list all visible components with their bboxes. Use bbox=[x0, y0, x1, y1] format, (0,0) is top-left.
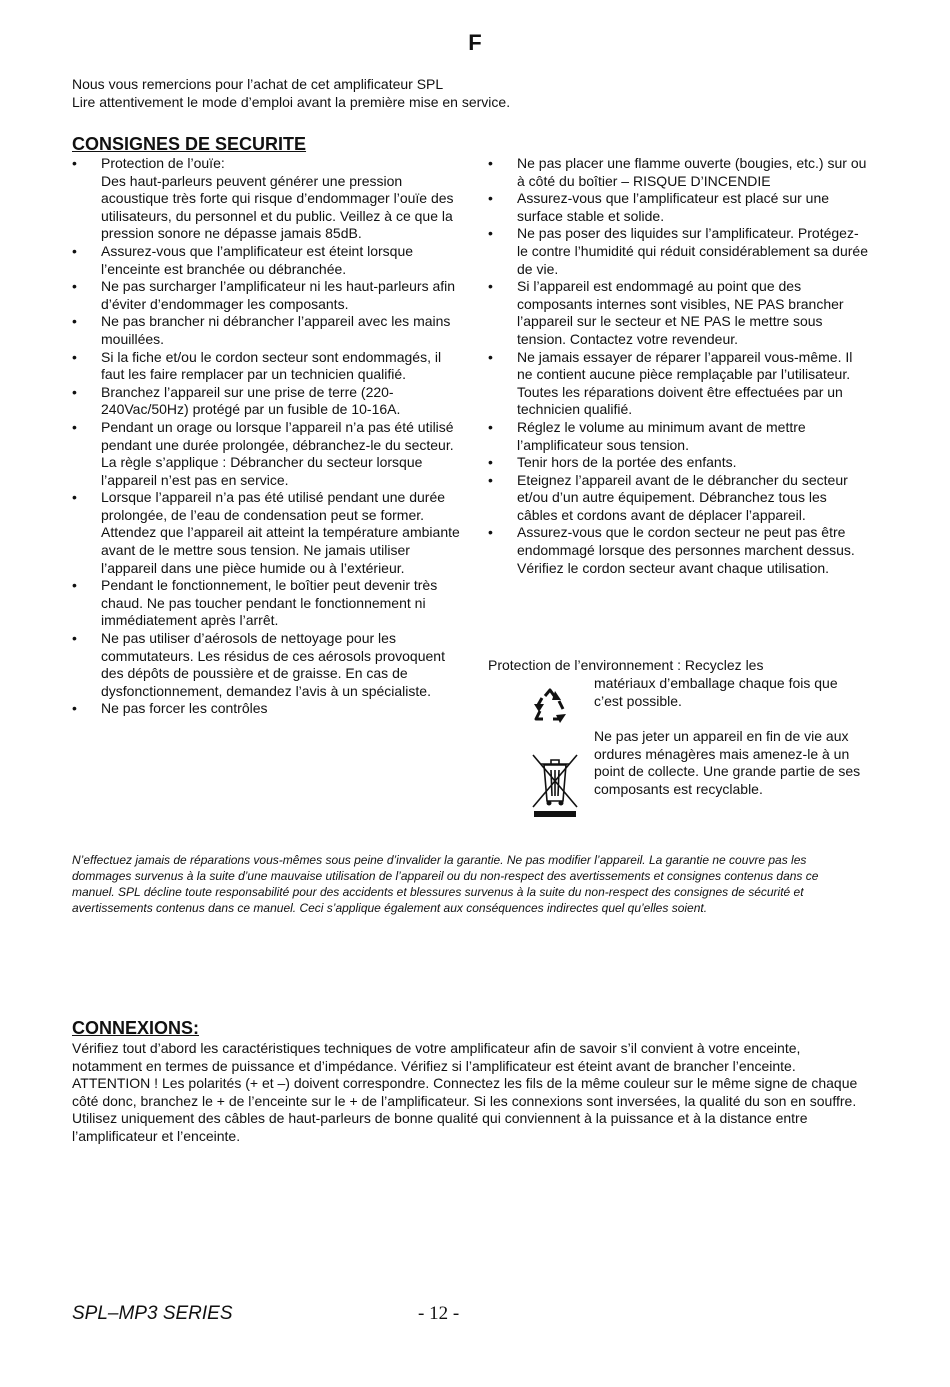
list-item: • Ne jamais essayer de réparer l’appareil vous-même. Il ne contient aucune pièce remplaçable par l’utilisateur. Toutes les réparations doivent être effectuées par un technicien qualifié. bbox=[488, 349, 868, 419]
environment-section bbox=[488, 657, 868, 797]
list-item: • Si la fiche et/ou le cordon secteur sont endommagés, il faut les faire remplacer par un technicien qualifié. bbox=[72, 349, 464, 384]
list-item: • Ne pas placer une flamme ouverte (bougies, etc.) sur ou à côté du boîtier – RISQUE D’INCENDIE bbox=[488, 155, 868, 190]
weee-crossed-bin-icon bbox=[530, 751, 580, 819]
list-item: • Assurez-vous que le cordon secteur ne peut pas être endommagé lorsque des personnes marchent dessus. Vérifiez le cordon secteur avant chaque utilisation. bbox=[488, 524, 868, 577]
environment-lead: Protection de l’environnement : Recyclez les bbox=[488, 657, 764, 673]
list-item: • Ne pas utiliser d’aérosols de nettoyage pour les commutateurs. Les résidus de ces aérosols provoquent des dépôts de poussière et de graisse. En cas de dysfonctionnement, demandez l’avis à un spécialiste. bbox=[72, 630, 464, 700]
intro-line-2: Lire attentivement le mode d’emploi avant la première mise en service. bbox=[72, 93, 511, 110]
footer-series: SPL–MP3 SERIES bbox=[72, 1303, 233, 1324]
list-item bbox=[72, 155, 464, 243]
connections-paragraph: Vérifiez tout d’abord les caractéristiques techniques de votre amplificateur afin de savoir s’il convient à votre enceinte, notamment en termes de puissance et d’impédance. Vérifiez si l’amplificateur est éteint avant de brancher l’enceinte. ATTENTION ! Les polarités (+ et –) doivent correspondre. Connectez les fils de la même couleur sur le même signe de chaque côté donc, branchez le + de l’enceinte sur le + de l’amplificateur. Si les connexions sont inversées, la qualité du son en souffre. bbox=[72, 1040, 858, 1109]
page-number: - 12 - bbox=[418, 1303, 460, 1324]
list-item: • Ne pas poser des liquides sur l’amplificateur. Protégez-le contre l’humidité qui réduit considérablement sa durée de vie. bbox=[488, 225, 868, 278]
connections-paragraph: Utilisez uniquement des câbles de haut-parleurs de bonne qualité qui conviennent à la puissance et à la distance entre l’amplificateur et l’enceinte. bbox=[72, 1110, 808, 1144]
list-item: • Réglez le volume au minimum avant de mettre l’amplificateur sous tension. bbox=[488, 419, 868, 454]
list-item-head: • Protection de l’ouïe: bbox=[101, 155, 225, 171]
safety-list-left bbox=[72, 155, 464, 718]
list-item: • Tenir hors de la portée des enfants. bbox=[488, 454, 868, 472]
list-item: • Eteignez l’appareil avant de le débrancher du secteur et/ou d’un autre équipement. Débranchez tous les câbles et cordons avant de déplacer l’appareil. bbox=[488, 472, 868, 525]
list-item: • Lorsque l’appareil n’a pas été utilisé pendant une durée prolongée, de l’eau de condensation peut se former. Attendez que l’appareil ait atteint la température ambiante avant de le mettre sous tension. Ne jamais utiliser l’appareil dans une pièce humide ou à l’extérieur. bbox=[72, 489, 464, 577]
connections-body bbox=[72, 1040, 872, 1146]
list-item: • Ne pas forcer les contrôles bbox=[72, 700, 464, 718]
warranty-notice: N’effectuez jamais de réparations vous-mêmes sous peine d’invalider la garantie. Ne pas modifier l’appareil. La garantie ne couvre pas les dommages survenus à la suite d’une mauvaise utilisation de l’appareil ou du non-respect des avertissements et consignes contenus dans ce manuel. SPL décline toute responsabilité pour des accidents et blessures survenus à la suite du non-respect des consignes de sécurité et avertissements contenus dans ce manuel. Ceci s’applique également aux conséquences indirectes quel qu’elles soient. bbox=[72, 853, 819, 915]
list-item: • Assurez-vous que l’amplificateur est placé sur une surface stable et solide. bbox=[488, 190, 868, 225]
list-item: • Si l’appareil est endommagé au point que des composants internes sont visibles, NE PAS brancher l’appareil sur le secteur et NE PAS le mettre sous tension. Contactez votre revendeur. bbox=[488, 278, 868, 348]
list-item: • Branchez l’appareil sur une prise de terre (220-240Vac/50Hz) protégé par un fusible de 10-16A. bbox=[72, 384, 464, 419]
intro bbox=[72, 76, 872, 111]
list-item: • Pendant un orage ou lorsque l’appareil n’a pas été utilisé pendant une durée prolongée, débranchez-le du secteur. La règle s’applique : Débrancher du secteur lorsque l’appareil n’est pas en service. bbox=[72, 419, 464, 489]
list-item: • Pendant le fonctionnement, le boîtier peut devenir très chaud. Ne pas toucher pendant le fonctionnement ni immédiatement après l’arrêt. bbox=[72, 577, 464, 630]
list-item: • Ne pas surcharger l’amplificateur ni les haut-parleurs afin d’éviter d’endommager les composants. bbox=[72, 278, 464, 313]
language-marker: F bbox=[468, 30, 482, 55]
list-item-body: Des haut-parleurs peuvent générer une pression acoustique très forte qui risque d’endommager l’ouïe des utilisateurs, du personnel et du public. Veillez à ce que la pression sonore ne dépasse jamais 85dB. bbox=[101, 172, 454, 242]
safety-list-right bbox=[488, 155, 868, 577]
environment-recycle-text: matériaux d’emballage chaque fois que c’est possible. bbox=[594, 675, 838, 709]
safety-heading: CONSIGNES DE SECURITE bbox=[72, 134, 307, 154]
list-item: • Assurez-vous que l’amplificateur est éteint lorsque l’enceinte est branchée ou débranchée. bbox=[72, 243, 464, 278]
intro-line-1: Nous vous remercions pour l’achat de cet amplificateur SPL bbox=[72, 76, 444, 92]
environment-disposal-text: Ne pas jeter un appareil en fin de vie aux ordures ménagères mais amenez-le à un point de collecte. Une grande partie de ses composants est recyclable. bbox=[594, 728, 861, 797]
list-item: • Ne pas brancher ni débrancher l’appareil avec les mains mouillées. bbox=[72, 313, 464, 348]
recycle-icon bbox=[530, 687, 570, 727]
connections-heading: CONNEXIONS: bbox=[72, 1018, 200, 1038]
